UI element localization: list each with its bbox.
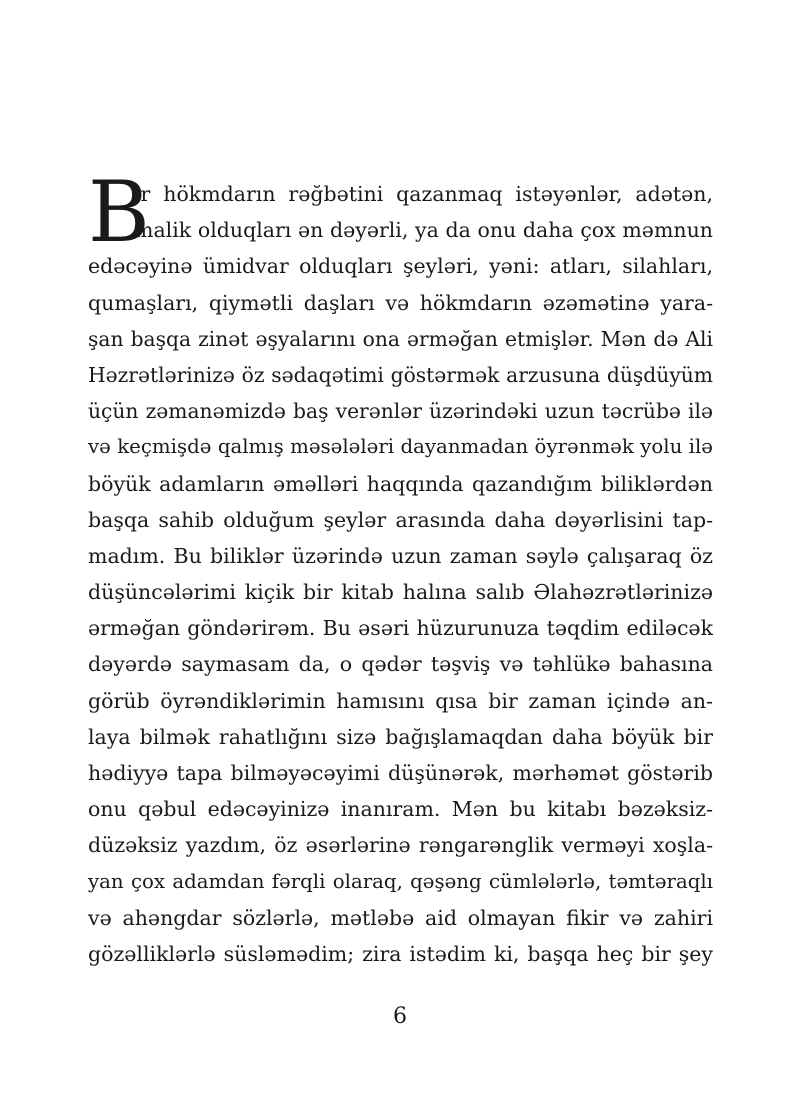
text-line: ir hökmdarın rəğbətini qazanmaq istəyənlər, adətən,: [134, 182, 713, 206]
text-line: malik olduqları ən dəyərli, ya da onu daha çox məmnun: [134, 218, 713, 243]
body-text: [88, 163, 713, 972]
text-line: ərməğan göndərirəm. Bu əsəri hüzurunuza təqdim ediləcək: [88, 616, 713, 641]
text-line: madım. Bu biliklər üzərində uzun zaman səylə çalışaraq öz: [88, 543, 713, 568]
text-line: hədiyyə tapa bilməyəcəyimi düşünərək, mərhəmət göstərib: [88, 761, 713, 785]
text-line: dəyərdə saymasam da, o qədər təşviş və təhlükə bahasına: [88, 652, 713, 677]
page-number: 6: [393, 1004, 407, 1029]
text-line: və keçmişdə qalmış məsələləri dayanmadan öyrənmək yolu ilə: [88, 435, 713, 459]
text-line: gözəlliklərlə süsləmədim; zira istədim ki, başqa heç bir şey: [88, 941, 713, 966]
text-line: laya bilmək rahatlığını sizə bağışlamaqdan daha böyük bir: [88, 724, 713, 749]
drop-cap: B: [88, 163, 150, 261]
text-line: qumaşları, qiymətli daşları və hökmdarın əzəmətinə yara-: [88, 290, 713, 315]
text-line: Həzrətlərinizə öz sədaqətimi göstərmək arzusuna düşdüyüm: [88, 362, 713, 387]
text-line: üçün zəmanəmizdə baş verənlər üzərindəki uzun təcrübə ilə: [88, 399, 713, 424]
text-line: düzəksiz yazdım, öz əsərlərinə rəngarənglik verməyi xoşla-: [88, 833, 713, 858]
text-line: edəcəyinə ümidvar olduqları şeyləri, yəni: atları, silahları,: [88, 254, 713, 279]
text-line: düşüncələrimi kiçik bir kitab halına salıb Əlahəzrətlərinizə: [88, 580, 713, 605]
text-line: onu qəbul edəcəyinizə inanıram. Mən bu kitabı bəzəksiz-: [88, 797, 713, 822]
text-line: böyük adamların əməlləri haqqında qazandığım biliklərdən: [88, 471, 713, 496]
text-line: görüb öyrəndiklərimin hamısını qısa bir zaman içində an-: [88, 688, 713, 713]
text-line: yan çox adamdan fərqli olaraq, qəşəng cümlələrlə, təmtəraqlı: [88, 869, 713, 893]
text-line: şan başqa zinət əşyalarını ona ərməğan etmişlər. Mən də Ali: [88, 326, 713, 351]
text-line: və ahəngdar sözlərlə, mətləbə aid olmayan fikir və zahiri: [88, 905, 713, 930]
text-line: başqa sahib olduğum şeylər arasında daha dəyərlisini tap-: [88, 507, 713, 532]
